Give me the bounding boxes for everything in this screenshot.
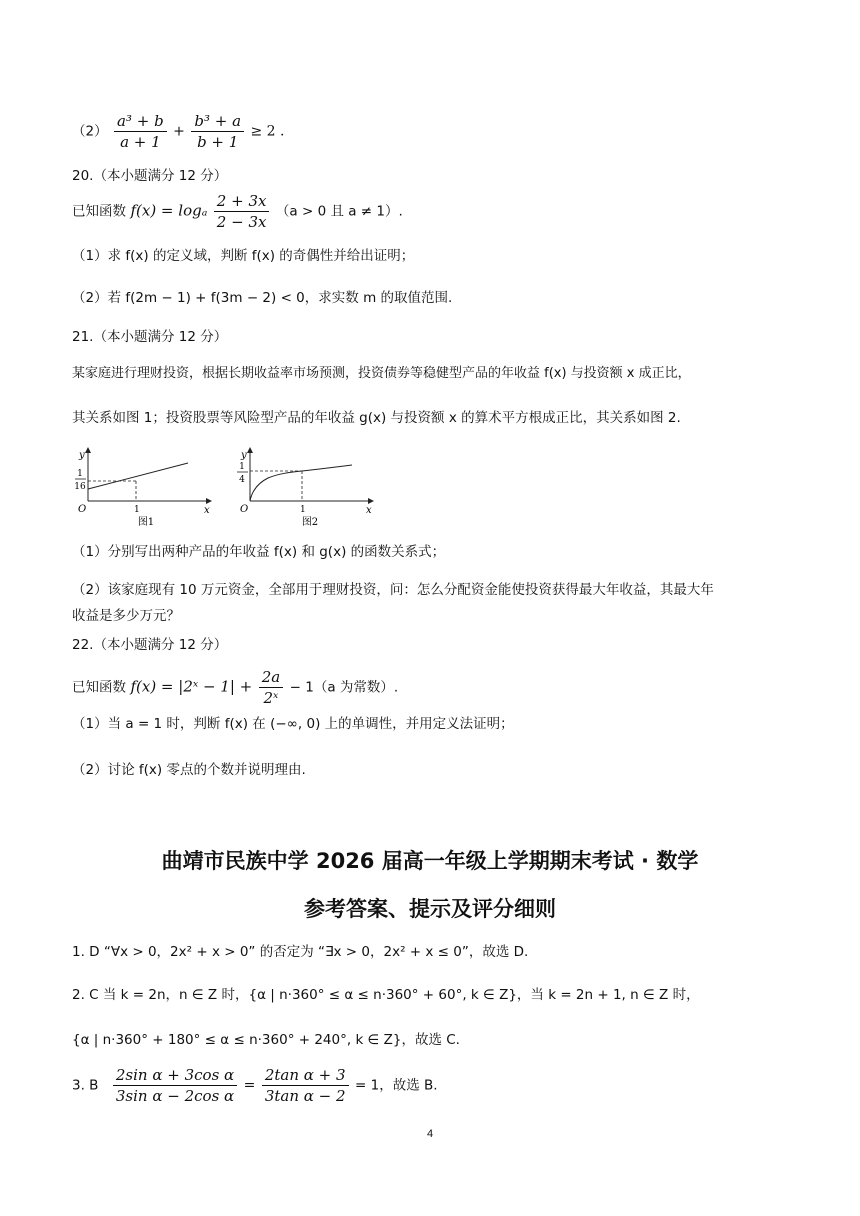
fig1-x-tick: 1 [134, 505, 140, 515]
q21-part1: （1）分别写出两种产品的年收益 f(x) 和 g(x) 的函数关系式； [72, 544, 446, 560]
fig1-x-arrow-icon [206, 498, 212, 504]
figure-2 [228, 445, 388, 530]
q22-stem: 已知函数 f(x) = |2ˣ − 1| + $\frac{2a}{\text{2ˣ}}$ − 1（a 为常数）. [72, 668, 399, 707]
q22-fraction: $\frac{2a}{\text{2ˣ}}$ [259, 668, 284, 707]
q22-part2: （2）讨论 f(x) 零点的个数并说明理由. [72, 762, 306, 778]
q19-frac2: $\frac{\text{b³ + a}}{b + 1}$ [191, 112, 244, 151]
fig2-x-arrow-icon [368, 498, 374, 504]
answer-3-frac2: $\frac{\text{2tan α + 3}}{\text{3tan α − 2}}$ [262, 1066, 349, 1105]
fig2-y-tick-den: 4 [239, 475, 245, 485]
answer-2-line2: {α | n·360° + 180° ≤ α ≤ n·360° + 240°, k ∈ Z}，故选 C. [72, 1032, 460, 1048]
fig2-x-tick: 1 [300, 505, 306, 515]
answers-subtitle: 参考答案、提示及评分细则 [304, 897, 556, 921]
answer-3-frac1: $\frac{\text{2sin α + 3cos α}}{\text{3sin α − 2cos α}}$ [113, 1066, 237, 1105]
q20-header: 20.（本小题满分 12 分） [72, 168, 228, 184]
q20-fraction: $\frac{2 + 3x}{2 - 3x}$ [214, 192, 270, 231]
fig1-y-arrow-icon [85, 447, 91, 453]
fig1-y-tick-den: 16 [74, 482, 86, 492]
fig2-y-arrow-icon [247, 447, 253, 453]
q22-header: 22.（本小题满分 12 分） [72, 637, 228, 653]
q21-text1: 某家庭进行理财投资，根据长期收益率市场预测，投资债券等稳健型产品的年收益 f(x) 与投资额 x 成正比， [72, 366, 691, 381]
answer-3: 3. B $\frac{\text{2sin α + 3cos α}}{\text{3sin α − 2cos α}}$ = $\frac{\text{2tan α + 3}}{\text{3tan α − 2}}$ = 1，故选 B. [72, 1066, 438, 1105]
fig2-caption: 图2 [301, 517, 319, 528]
q22-part1: （1）当 a = 1 时，判断 f(x) 在 (−∞, 0) 上的单调性，并用定义法证明； [72, 716, 514, 732]
fig2-y-label: y [241, 450, 247, 461]
q20-part2: （2）若 f(2m − 1) + f(3m − 2) < 0，求实数 m 的取值范围. [72, 290, 453, 306]
q21-text2: 其关系如图 1；投资股票等风险型产品的年收益 g(x) 与投资额 x 的算术平方根成正比，其关系如图 2. [72, 410, 681, 426]
fig2-y-tick-num: 1 [239, 462, 245, 472]
answer-2-line1: 2. C 当 k = 2n，n ∈ Z 时，{α | n·360° ≤ α ≤ n·360° + 60°, k ∈ Z}，当 k = 2n + 1, n ∈ Z 时， [72, 987, 700, 1003]
fig1-y-tick-num: 1 [77, 469, 83, 479]
page-number: 4 [426, 1128, 434, 1140]
fig1-origin: O [78, 504, 87, 515]
figure-1 [66, 445, 226, 530]
q21-part2a: （2）该家庭现有 10 万元资金，全部用于理财投资，问：怎么分配资金能使投资获得最大年收益，其最大年 [72, 582, 714, 598]
q20-stem: 已知函数 f(x) = logₐ $\frac{2 + 3x}{2 - 3x}$ （a > 0 且 a ≠ 1）. [72, 192, 403, 231]
fig2-origin: O [240, 504, 249, 515]
fig2-x-label: x [366, 505, 372, 516]
q19-part2: （2） $\frac{\text{a³ + b}}{a + 1}$ + $\frac{\text{b³ + a}}{b + 1}$ ≥ 2 . [72, 112, 285, 151]
fig1-x-label: x [204, 505, 210, 516]
q19-frac1: $\frac{\text{a³ + b}}{a + 1}$ [114, 112, 167, 151]
fig1-caption: 图1 [137, 517, 155, 528]
q21-header: 21.（本小题满分 12 分） [72, 329, 228, 345]
fig1-line [88, 463, 188, 489]
answers-title: 曲靖市民族中学 2026 届高一年级上学期期末考试 · 数学 [161, 849, 699, 873]
fig2-curve [250, 465, 352, 501]
fig1-y-label: y [79, 450, 85, 461]
answer-1: 1. D “∀x > 0，2x² + x > 0” 的否定为 “∃x > 0，2x² + x ≤ 0”，故选 D. [72, 944, 529, 960]
q21-part2b: 收益是多少万元？ [72, 608, 180, 624]
q20-part1: （1）求 f(x) 的定义域，判断 f(x) 的奇偶性并给出证明； [72, 248, 415, 264]
